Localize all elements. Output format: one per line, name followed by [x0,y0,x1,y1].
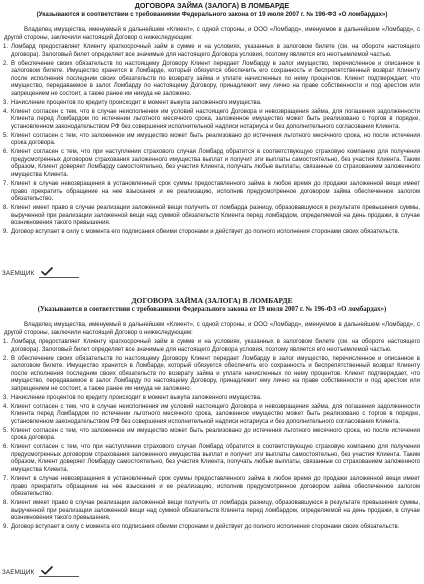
clause-number: 7. [3,181,9,188]
clause-6 [3,149,420,179]
clause-7 [3,181,420,204]
intro-paragraph: Владелец имущества, именуемый в дальнейшем «Клиент», с одной стороны, и ООО «Ломбард», именуемое в дальнейшем «Ломбард», с другой стороны, заключили настоящий Договор о нижеследующем: [4,322,420,336]
clause-9 [3,524,420,532]
clause-number: 8. [3,205,9,212]
signature-line [39,567,79,577]
clause-text: Клиент согласен с тем, что в случае неисполнения им условий настоящего Договора и невозвращения займа, для погашения задолженности Клиента перед Ломбардом по истечении льготного месячного срока, заложенное имущество может быть реализовано с торгов в порядке, установленном законодательством РФ без совершения исполнительной надписи нотариуса и без дополнительного согласования Клиента. [11,403,420,425]
clause-text: В обеспечение своих обязательств по настоящему Договору Клиент передает Ломбарду в залог имущество, перечисленное и описанное в залоговом билете. Имущество хранится в Ломбарде, который обязуется обеспечить его сохранность и беспрепятственный возврат Клиенту после исполнения последним своих обязательств по возврату займа и уплате начисленных по нему процентов. Клиент подтверждает, что имущество, передаваемое в залог Ломбарду по настоящему Договору, принадлежит ему лично на праве собственности и под арестом или запрещением не состоит, а также ранее им никуда не заложено. [11,60,420,97]
clause-text: В обеспечение своих обязательств по настоящему Договору Клиент передает Ломбарду в залог имущество, перечисленное и описанное в залоговом билете. Имущество хранится в Ломбарде, который обязуется обеспечить его сохранность и беспрепятственный возврат Клиенту после исполнения последним своих обязательств по возврату займа и уплате начисленных по нему процентов. Клиент подтверждает, что имущество, передаваемое в залог Ломбарду по настоящему Договору, принадлежит ему лично на праве собственности и под арестом или запрещением не состоит, а также ранее им никуда не заложено. [11,355,420,392]
clause-text: Договор вступает в силу с момента его подписания обеими сторонами и действует до полного исполнения сторонами своих обязательств. [11,524,400,531]
clause-8 [3,205,420,228]
clause-number: 8. [3,500,9,507]
clause-number: 4. [3,108,9,115]
clause-text: Начисление процентов по кредиту происходит в момент выкупа заложенного имущества. [11,99,262,106]
clause-text: Ломбард предоставляет Клиенту краткосрочный займ в сумме и на условиях, указанных в залоговом билете (см. на обороте настоящего договора). Залоговый билет определяет все значимые для настоящего Договора условия, поэтому является его неотъемлемой частью. [11,339,420,353]
clause-text: Клиент согласен с тем, что в случае неисполнения им условий настоящего Договора и невозвращения займа, для погашения задолженности Клиента перед Ломбардом по истечении льготного месячного срока, заложенное имущество может быть реализовано с торгов в порядке, установленном законодательством РФ без совершения исполнительной надписи нотариуса и без дополнительного согласования Клиента. [11,108,420,130]
checkmark-icon [41,267,53,276]
clause-5 [3,133,420,148]
clause-number: 5. [3,427,9,434]
clause-7 [3,476,420,499]
contract-subtitle: (Указываются в соответствии с требованиями Федерального закона от 19 июля 2007 г. № 196-ФЗ «О ломбардах») [36,11,388,18]
clause-number: 1. [3,44,9,50]
clause-number: 1. [3,339,9,345]
clause-text: Ломбард предоставляет Клиенту краткосрочный займ в сумме и на условиях, указанных в залоговом билете (см. на обороте настоящего договора). Залоговый билет определяет все значимые для настоящего Договора условия, поэтому является его неотъемлемой частью. [11,44,420,58]
contract-title: ДОГОВОРА ЗАЙМА (ЗАЛОГА) В ЛОМБАРДЕ [134,1,290,10]
clause-text: Клиент в случае невозвращения в установленный срок суммы предоставленного займа в любое время до продажи заложенной вещи имеет право прекратить обращение на нее взыскания и ее реализацию, исполнив предусмотренное договором займа обеспеченное залогом обязательство. [11,476,420,498]
clause-number: 9. [3,229,9,236]
clause-text: Клиент согласен с тем, что заложенное им имущество может быть реализовано до истечения льготного месячного срока, но после истечения срока договора. [11,132,420,147]
signer-label: ЗАЕМЩИК [2,569,35,576]
clause-number: 6. [3,149,9,156]
contract-body [0,0,424,264]
clause-text: Клиент согласен с тем, что при наступлении страхового случая Ломбард обратится в соответствующую страховую компанию для получения предусмотренных договором страхования заложенного имущества выплат и получит эти выплаты самостоятельно, без участия Клиента. Таким образом, Клиент доверяет Ломбарду самостоятельно, без участия Клиента, получать любые выплаты, связанные со страхованием заложенного имущества Клиента. [11,149,420,178]
contract-subtitle: (Указываются в соответствии с требованиями Федерального закона от 19 июля 2007 г. № 196-ФЗ «О ломбардах») [37,306,387,313]
clause-number: 2. [3,60,9,67]
clause-text: Клиент имеет право в случае реализации заложенной вещи получить от ломбарда разницу, образовавшуюся в результате превышения суммы, вырученной при реализации заложенной вещи над суммой обязательств Клиента перед ломбардом, определяемой на день продажи, в случае возникновения такого превышения. [11,205,420,227]
clause-6 [3,444,420,474]
clause-number: 7. [3,476,9,483]
borrower-signature [2,268,79,278]
clause-number: 6. [3,444,9,451]
clause-text: Начисление процентов по кредиту происходит в момент выкупа заложенного имущества. [11,394,262,401]
clause-2 [3,61,420,99]
clause-text: Клиент имеет право в случае реализации заложенной вещи получить от ломбарда разницу, образовавшуюся в результате превышения суммы, вырученной при реализации заложенной вещи над суммой обязательств Клиента перед ломбардом, определяемой на день продажи, в случае возникновения такого превышения. [11,500,420,522]
clause-number: 4. [3,403,9,410]
clause-5 [3,428,420,443]
clause-text: Клиент согласен с тем, что при наступлении страхового случая Ломбард обратится в соответствующую страховую компанию для получения предусмотренных договором страхования заложенного имущества выплат и получит эти выплаты самостоятельно, без участия Клиента. Таким образом, Клиент доверяет Ломбарду самостоятельно, без участия Клиента, получать любые выплаты, связанные со страхованием заложенного имущества Клиента. [11,444,420,473]
clause-number: 5. [3,132,9,139]
clause-8 [3,500,420,523]
contract-title: ДОГОВОРА ЗАЙМА (ЗАЛОГА) В ЛОМБАРДЕ [131,296,293,305]
clause-1 [3,339,420,354]
clause-number: 2. [3,355,9,362]
checkmark-icon [41,566,53,575]
clause-2 [3,356,420,394]
clause-9 [3,229,420,237]
clause-number: 3. [3,99,9,106]
intro-paragraph: Владелец имущества, именуемый в дальнейшем «Клиент», с одной стороны, и ООО «Ломбард», именуемое в дальнейшем «Ломбард», с другой стороны, заключили настоящий Договор о нижеследующем: [4,27,420,41]
clause-1 [3,44,420,59]
contract-copy-2 [0,292,424,584]
borrower-signature [2,567,79,577]
clause-4 [3,404,420,427]
clause-text: Договор вступает в силу с момента его подписания обеими сторонами и действует до полного исполнения сторонами своих обязательств. [11,229,400,236]
clause-number: 3. [3,394,9,401]
signature-line [39,268,79,278]
clause-4 [3,109,420,132]
clause-3 [3,100,420,108]
signer-label: ЗАЕМЩИК [2,270,35,277]
clause-text: Клиент в случае невозвращения в установленный срок суммы предоставленного займа в любое время до продажи заложенной вещи имеет право прекратить обращение на нее взыскания и ее реализацию, исполнив предусмотренное договором займа обеспеченное залогом обязательство. [11,181,420,203]
clause-text: Клиент согласен с тем, что заложенное им имущество может быть реализовано до истечения льготного месячного срока, но после истечения срока договора. [11,427,420,442]
contract-body [0,292,424,556]
clause-number: 9. [3,524,9,531]
clause-3 [3,395,420,403]
